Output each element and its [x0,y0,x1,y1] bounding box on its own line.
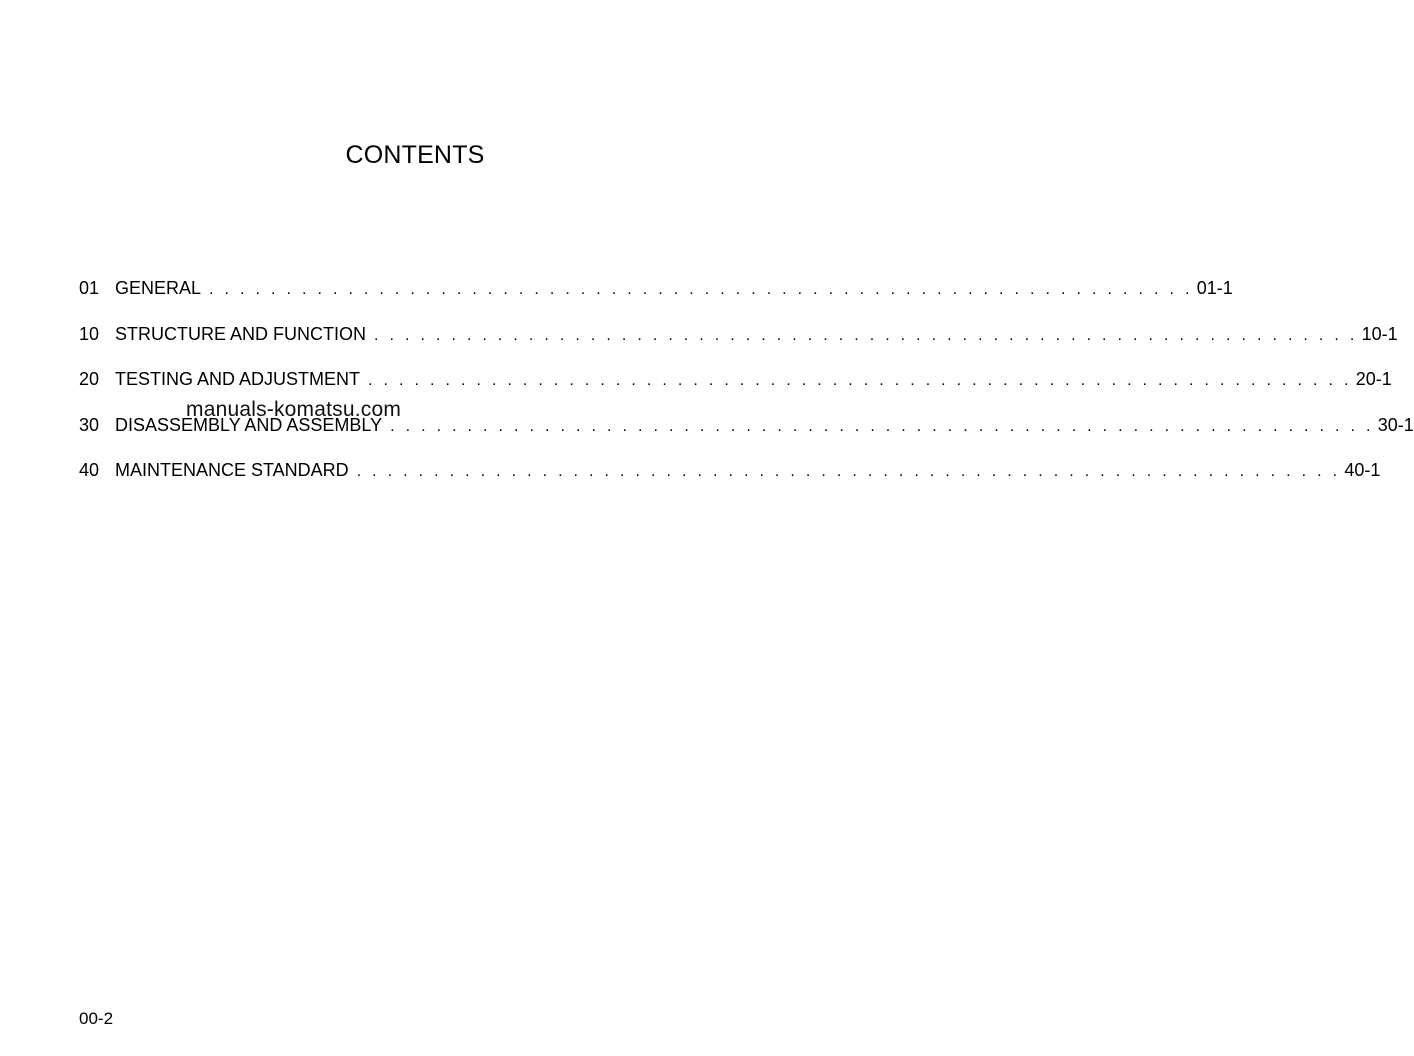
toc-entry-testing-and-adjustment [79,369,1392,415]
toc-section-title: TESTING AND ADJUSTMENT [115,369,361,389]
table-of-contents [79,278,1414,506]
watermark-text: manuals-komatsu.com [186,398,402,421]
toc-section-title: DISASSEMBLY AND ASSEMBLY [115,414,383,435]
toc-section-number: 40 [79,460,100,480]
toc-page-reference: 30-1 [1377,414,1414,435]
toc-section-title: STRUCTURE AND FUNCTION [115,323,366,344]
toc-section-number: 10 [79,323,100,344]
toc-dot-leader: . . . . . . . . . . . . . . . . . . . . . . . . . . . . . . . . . . . . . . . . . . . . . . . . . . . . . . . . . . . . . . . . [356,463,1341,480]
toc-dot-leader: . . . . . . . . . . . . . . . . . . . . . . . . . . . . . . . . . . . . . . . . . . . . . . . . . . . . . . . . . . . . . . . . [390,417,1374,435]
page-number: 00-2 [79,1009,114,1028]
toc-page-reference: 01-1 [1196,278,1233,298]
toc-section-title: GENERAL [115,278,202,298]
toc-section-number: 01 [79,278,100,298]
toc-entry-structure-and-function [79,323,1398,370]
toc-dot-leader: . . . . . . . . . . . . . . . . . . . . . . . . . . . . . . . . . . . . . . . . . . . . . . . . . . . . . . . . . . . . . . . . [368,372,1352,389]
toc-page-reference: 20-1 [1355,369,1392,389]
toc-entry-disassembly-and-assembly [79,414,1414,461]
toc-section-number: 20 [79,369,100,389]
toc-page-reference: 10-1 [1361,323,1398,344]
toc-dot-leader: . . . . . . . . . . . . . . . . . . . . . . . . . . . . . . . . . . . . . . . . . . . . . . . . . . . . . . . . . . . . . . . . [209,281,1193,298]
toc-page-reference: 40-1 [1344,460,1381,480]
toc-dot-leader: . . . . . . . . . . . . . . . . . . . . . . . . . . . . . . . . . . . . . . . . . . . . . . . . . . . . . . . . . . . . . . . . [374,326,1358,344]
page-title: CONTENTS [345,141,485,169]
toc-entry-maintenance-standard [79,460,1381,506]
toc-entry-general [79,278,1233,324]
toc-section-number: 30 [79,414,100,435]
toc-section-title: MAINTENANCE STANDARD [115,460,349,480]
